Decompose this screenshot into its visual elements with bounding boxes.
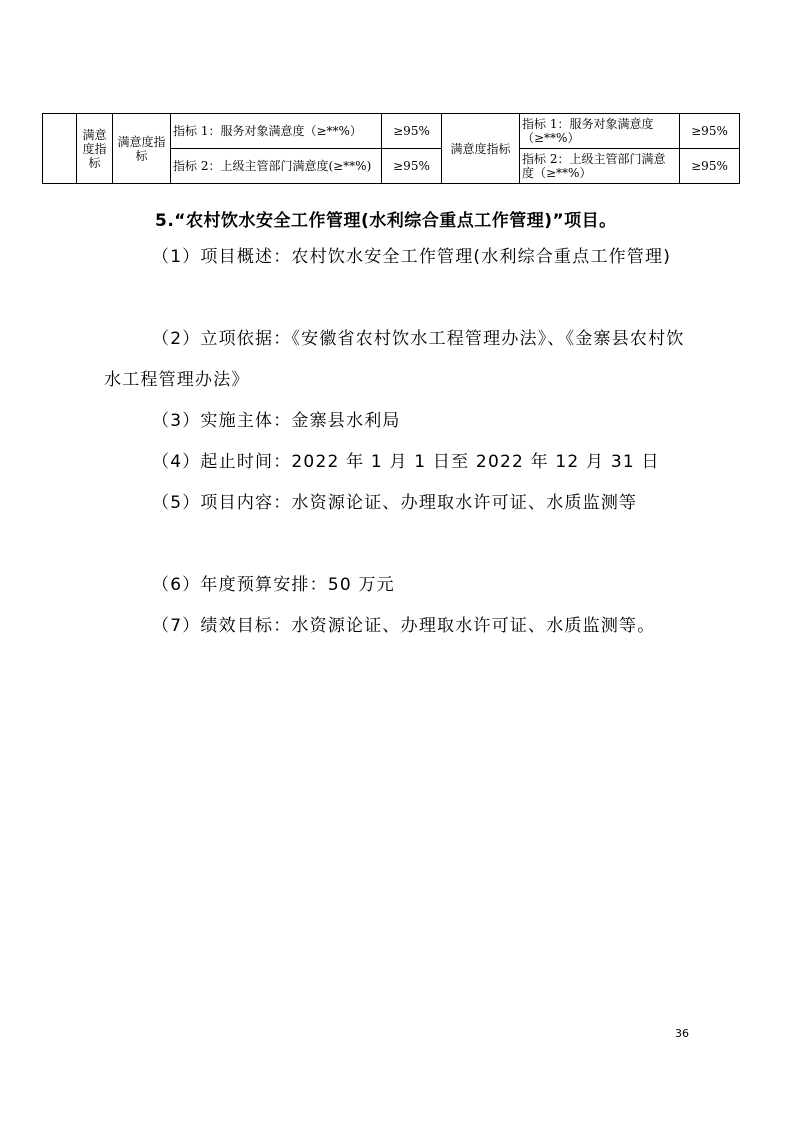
section-heading: 5.“农村饮水安全工作管理(水利综合重点工作管理)”项目。 <box>155 211 617 231</box>
table-cell-left-indicator-1: 指标 1：服务对象满意度（≥**%） <box>171 114 382 149</box>
paragraph-overview: （1）项目概述：农村饮水安全工作管理(水利综合重点工作管理) <box>152 247 672 267</box>
table-cell-mid-label: 满意度指标 <box>442 114 520 184</box>
paragraph-implementer: （3）实施主体：金寨县水利局 <box>152 411 401 431</box>
table-cell-blank <box>43 114 77 184</box>
page-number: 36 <box>675 1027 689 1040</box>
table-cell-level1: 满意度指标 <box>77 114 113 184</box>
table-cell-level2: 满意度指标 <box>113 114 171 184</box>
table-cell-left-value-1: ≥95% <box>382 114 442 149</box>
table-cell-right-value-1: ≥95% <box>680 114 740 149</box>
paragraph-basis: （2）立项依据：《安徽省农村饮水工程管理办法》、《金寨县农村饮水工程管理办法》 <box>104 329 685 390</box>
table-cell-right-indicator-1: 指标 1：服务对象满意度（≥**%） <box>520 114 680 149</box>
paragraph-content: （5）项目内容：水资源论证、办理取水许可证、水质监测等 <box>152 493 638 513</box>
table-cell-right-indicator-2: 指标 2：上级主管部门满意度（≥**%） <box>520 149 680 184</box>
paragraph-budget: （6）年度预算安排：50 万元 <box>152 575 395 595</box>
paragraph-period: （4）起止时间：2022 年 1 月 1 日至 2022 年 12 月 31 日 <box>152 452 660 472</box>
table-cell-left-value-2: ≥95% <box>382 149 442 184</box>
table-cell-right-value-2: ≥95% <box>680 149 740 184</box>
table-cell-left-indicator-2: 指标 2：上级主管部门满意度(≥**%) <box>171 149 382 184</box>
paragraph-goal: （7）绩效目标：水资源论证、办理取水许可证、水质监测等。 <box>152 616 656 636</box>
indicator-table <box>42 113 740 184</box>
